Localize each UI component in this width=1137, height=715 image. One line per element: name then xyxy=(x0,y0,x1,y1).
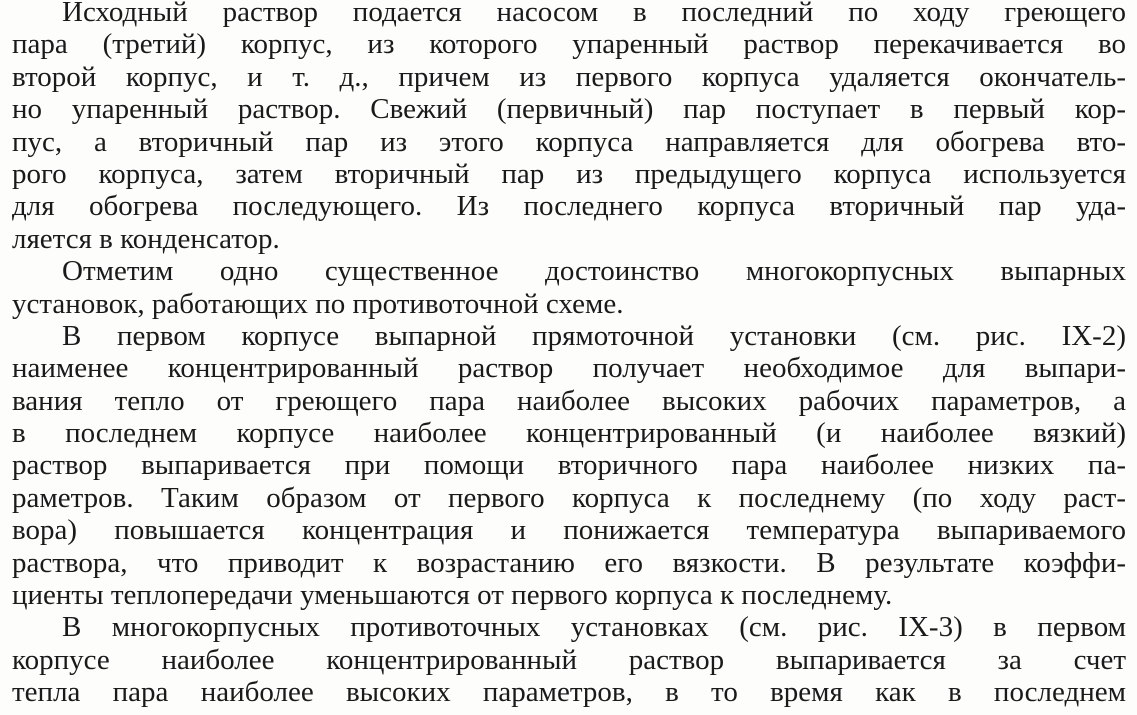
text-line: вания тепло от греющего пара наиболее высоких рабочих параметров, а xyxy=(12,384,1126,417)
text-line: циенты теплопередачи уменьшаются от первого корпуса к последнему. xyxy=(12,579,893,612)
document-body xyxy=(12,0,1126,709)
text-line: Исходный раствор подается насосом в последний по ходу греющего xyxy=(62,0,1126,28)
text-line: но упаренный раствор. Свежий (первичный) пар поступает в первый кор- xyxy=(12,93,1126,126)
text-line: раствор выпаривается при помощи вторичного пара наиболее низких па- xyxy=(12,449,1126,482)
text-line: В первом корпусе выпарной прямоточной установки (см. рис. IX-2) xyxy=(62,319,1126,352)
text-line: пус, а вторичный пар из этого корпуса направляется для обогрева вто- xyxy=(12,125,1126,158)
text-line: раметров. Таким образом от первого корпуса к последнему (по ходу раст- xyxy=(12,481,1126,514)
text-line: корпусе наиболее концентрированный раствор выпаривается за счет xyxy=(12,643,1126,676)
paragraph-direct-flow xyxy=(12,320,1126,612)
text-line: в последнем корпусе наиболее концентрированный (и наиболее вязкий) xyxy=(12,417,1126,450)
text-line: для обогрева последующего. Из последнего корпуса вторичный пар уда- xyxy=(12,190,1126,223)
text-line: раствора, что приводит к возрастанию его вязкости. В результате коэффи- xyxy=(12,546,1126,579)
text-line: наименее концентрированный раствор получает необходимое для выпари- xyxy=(12,352,1126,385)
text-line: вора) повышается концентрация и понижается температура выпариваемого xyxy=(12,514,1126,547)
paragraph-counterflow-plants xyxy=(12,611,1126,708)
text-line: тепла пара наиболее высоких параметров, в то время как в последнем xyxy=(12,676,1126,709)
text-line: установок, работающих по противоточной схеме. xyxy=(12,287,624,320)
text-line: рого корпуса, затем вторичный пар из предыдущего корпуса используется xyxy=(12,157,1126,190)
text-line: второй корпус, и т. д., причем из первого корпуса удаляется окончатель- xyxy=(12,60,1126,93)
paragraph-counterflow-scheme xyxy=(12,0,1126,255)
text-line: В многокорпусных противоточных установках (см. рис. IX-3) в первом xyxy=(62,611,1126,644)
text-line: пара (третий) корпус, из которого упаренный раствор перекачивается во xyxy=(12,28,1126,61)
text-line: ляется в конденсатор. xyxy=(12,222,280,255)
paragraph-advantage xyxy=(12,255,1126,320)
text-line: Отметим одно существенное достоинство многокорпусных выпарных xyxy=(62,255,1126,288)
